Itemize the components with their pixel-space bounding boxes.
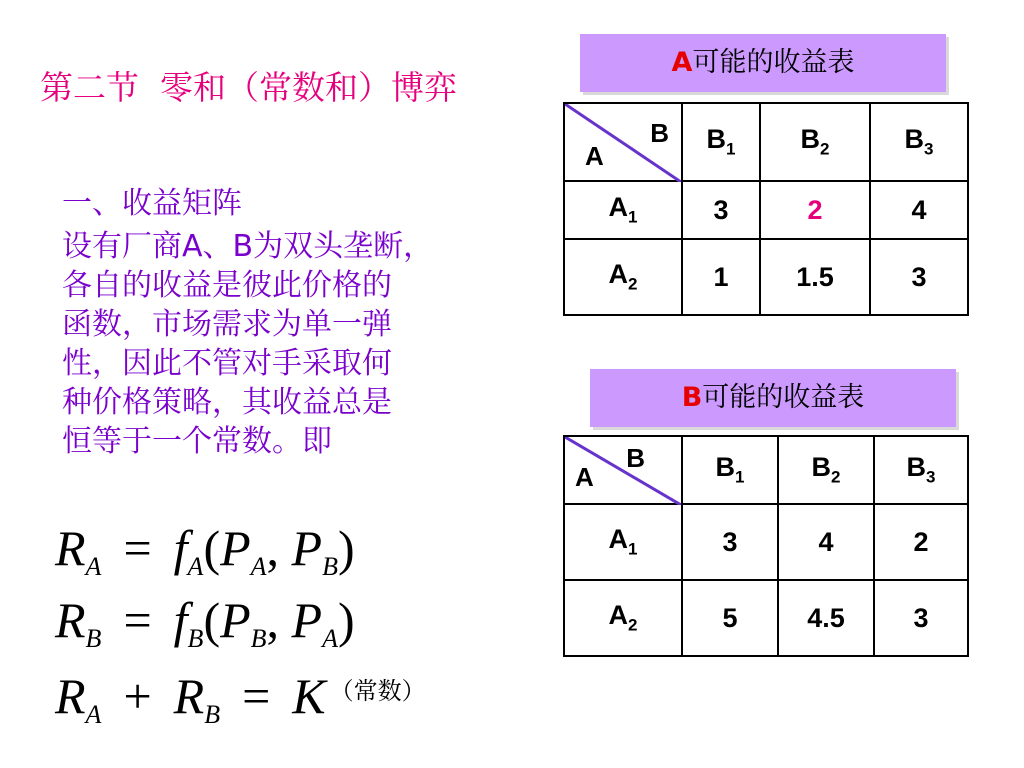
formula-symbol: R (55, 592, 86, 648)
formula-operator: + (123, 668, 152, 724)
table-a-corner-cell (564, 103, 682, 181)
formula-symbol: P (291, 592, 323, 648)
row-header: $A_1$ (564, 181, 682, 239)
table-cell: 3 (874, 580, 968, 656)
formula-symbol: R (55, 520, 86, 576)
table-row (564, 239, 968, 315)
formula-subscript: A (85, 552, 102, 581)
formula-subscript: A (85, 700, 102, 729)
table-cell: 3 (870, 239, 968, 315)
table-b-corner-cell (564, 436, 682, 504)
column-header: $B_1$ (682, 103, 760, 181)
formula-revenue-b (55, 590, 426, 662)
row-header: $A_1$ (564, 504, 682, 580)
formula-paren: ) (337, 592, 355, 648)
corner-col-label: B (626, 443, 645, 473)
table-b-caption (590, 369, 956, 427)
formula-subscript: B (85, 624, 102, 653)
formula-symbol: P (220, 592, 251, 648)
formula-symbol: P (220, 520, 251, 576)
caption-letter: B (681, 382, 703, 413)
body-line: 函数，市场需求为单一弹 (62, 307, 392, 342)
table-cell: 1.5 (760, 239, 870, 315)
formula-symbol: R (173, 668, 205, 724)
formula-subscript: B (250, 624, 267, 653)
formula-constant-sum (55, 662, 426, 734)
formula-revenue-a (55, 518, 426, 590)
table-b (563, 435, 969, 657)
table-cell: 3 (682, 504, 778, 580)
table-cell-highlighted: 2 (760, 181, 870, 239)
table-a (563, 102, 969, 316)
body-line: 各自的收益是彼此价格的 (62, 268, 392, 303)
table-cell: 5 (682, 580, 778, 656)
body-line: 种价格策略，其收益总是 (62, 385, 392, 420)
formula-symbol: R (55, 668, 86, 724)
table-cell: 1 (682, 239, 760, 315)
formula-comma: , (266, 592, 280, 648)
formula-symbol: f (173, 520, 188, 576)
formula-paren: ( (203, 520, 221, 576)
table-cell: 3 (682, 181, 760, 239)
body-line: 设有厂商A、B为双头垄断， (62, 229, 434, 264)
formula-subscript: A (187, 552, 204, 581)
corner-col-label: B (650, 118, 669, 148)
row-header: $A_2$ (564, 580, 682, 656)
caption-text: 可能的收益表 (702, 382, 865, 413)
formula-operator: = (123, 592, 152, 648)
column-header: $B_3$ (870, 103, 968, 181)
formula-comma: , (266, 520, 280, 576)
table-cell: 4.5 (778, 580, 874, 656)
formula-symbol: f (173, 592, 188, 648)
formula-subscript: A (250, 552, 267, 581)
body-paragraph (62, 227, 532, 461)
formula-paren: ( (203, 592, 221, 648)
column-header: $B_2$ (778, 436, 874, 504)
page-title: 第二节 零和（常数和）博弈 (40, 68, 457, 107)
formula-symbol: P (291, 520, 323, 576)
formula-operator: = (123, 520, 152, 576)
column-header: $B_2$ (760, 103, 870, 181)
body-line: 恒等于一个常数。即 (62, 424, 332, 459)
corner-row-label: A (575, 462, 594, 492)
table-a-caption (580, 34, 946, 92)
table-row (564, 504, 968, 580)
column-header: $B_1$ (682, 436, 778, 504)
table-cell: 2 (874, 504, 968, 580)
section-heading: 一、收益矩阵 (62, 186, 242, 221)
column-header: $B_3$ (874, 436, 968, 504)
formula-block (55, 518, 426, 734)
formula-operator: = (242, 668, 271, 724)
body-line: 性，因此不管对手采取何 (62, 346, 392, 381)
caption-text: 可能的收益表 (692, 47, 855, 78)
caption-letter: A (671, 47, 693, 78)
row-header: $A_2$ (564, 239, 682, 315)
formula-subscript: B (204, 700, 221, 729)
table-cell: 4 (778, 504, 874, 580)
formula-note: （常数） (329, 679, 426, 705)
formula-subscript: B (322, 552, 338, 581)
formula-subscript: A (322, 624, 338, 653)
formula-subscript: B (187, 624, 204, 653)
corner-row-label: A (585, 141, 604, 171)
table-cell: 4 (870, 181, 968, 239)
formula-symbol: K (292, 668, 326, 724)
table-row (564, 181, 968, 239)
table-row (564, 580, 968, 656)
formula-paren: ) (337, 520, 355, 576)
